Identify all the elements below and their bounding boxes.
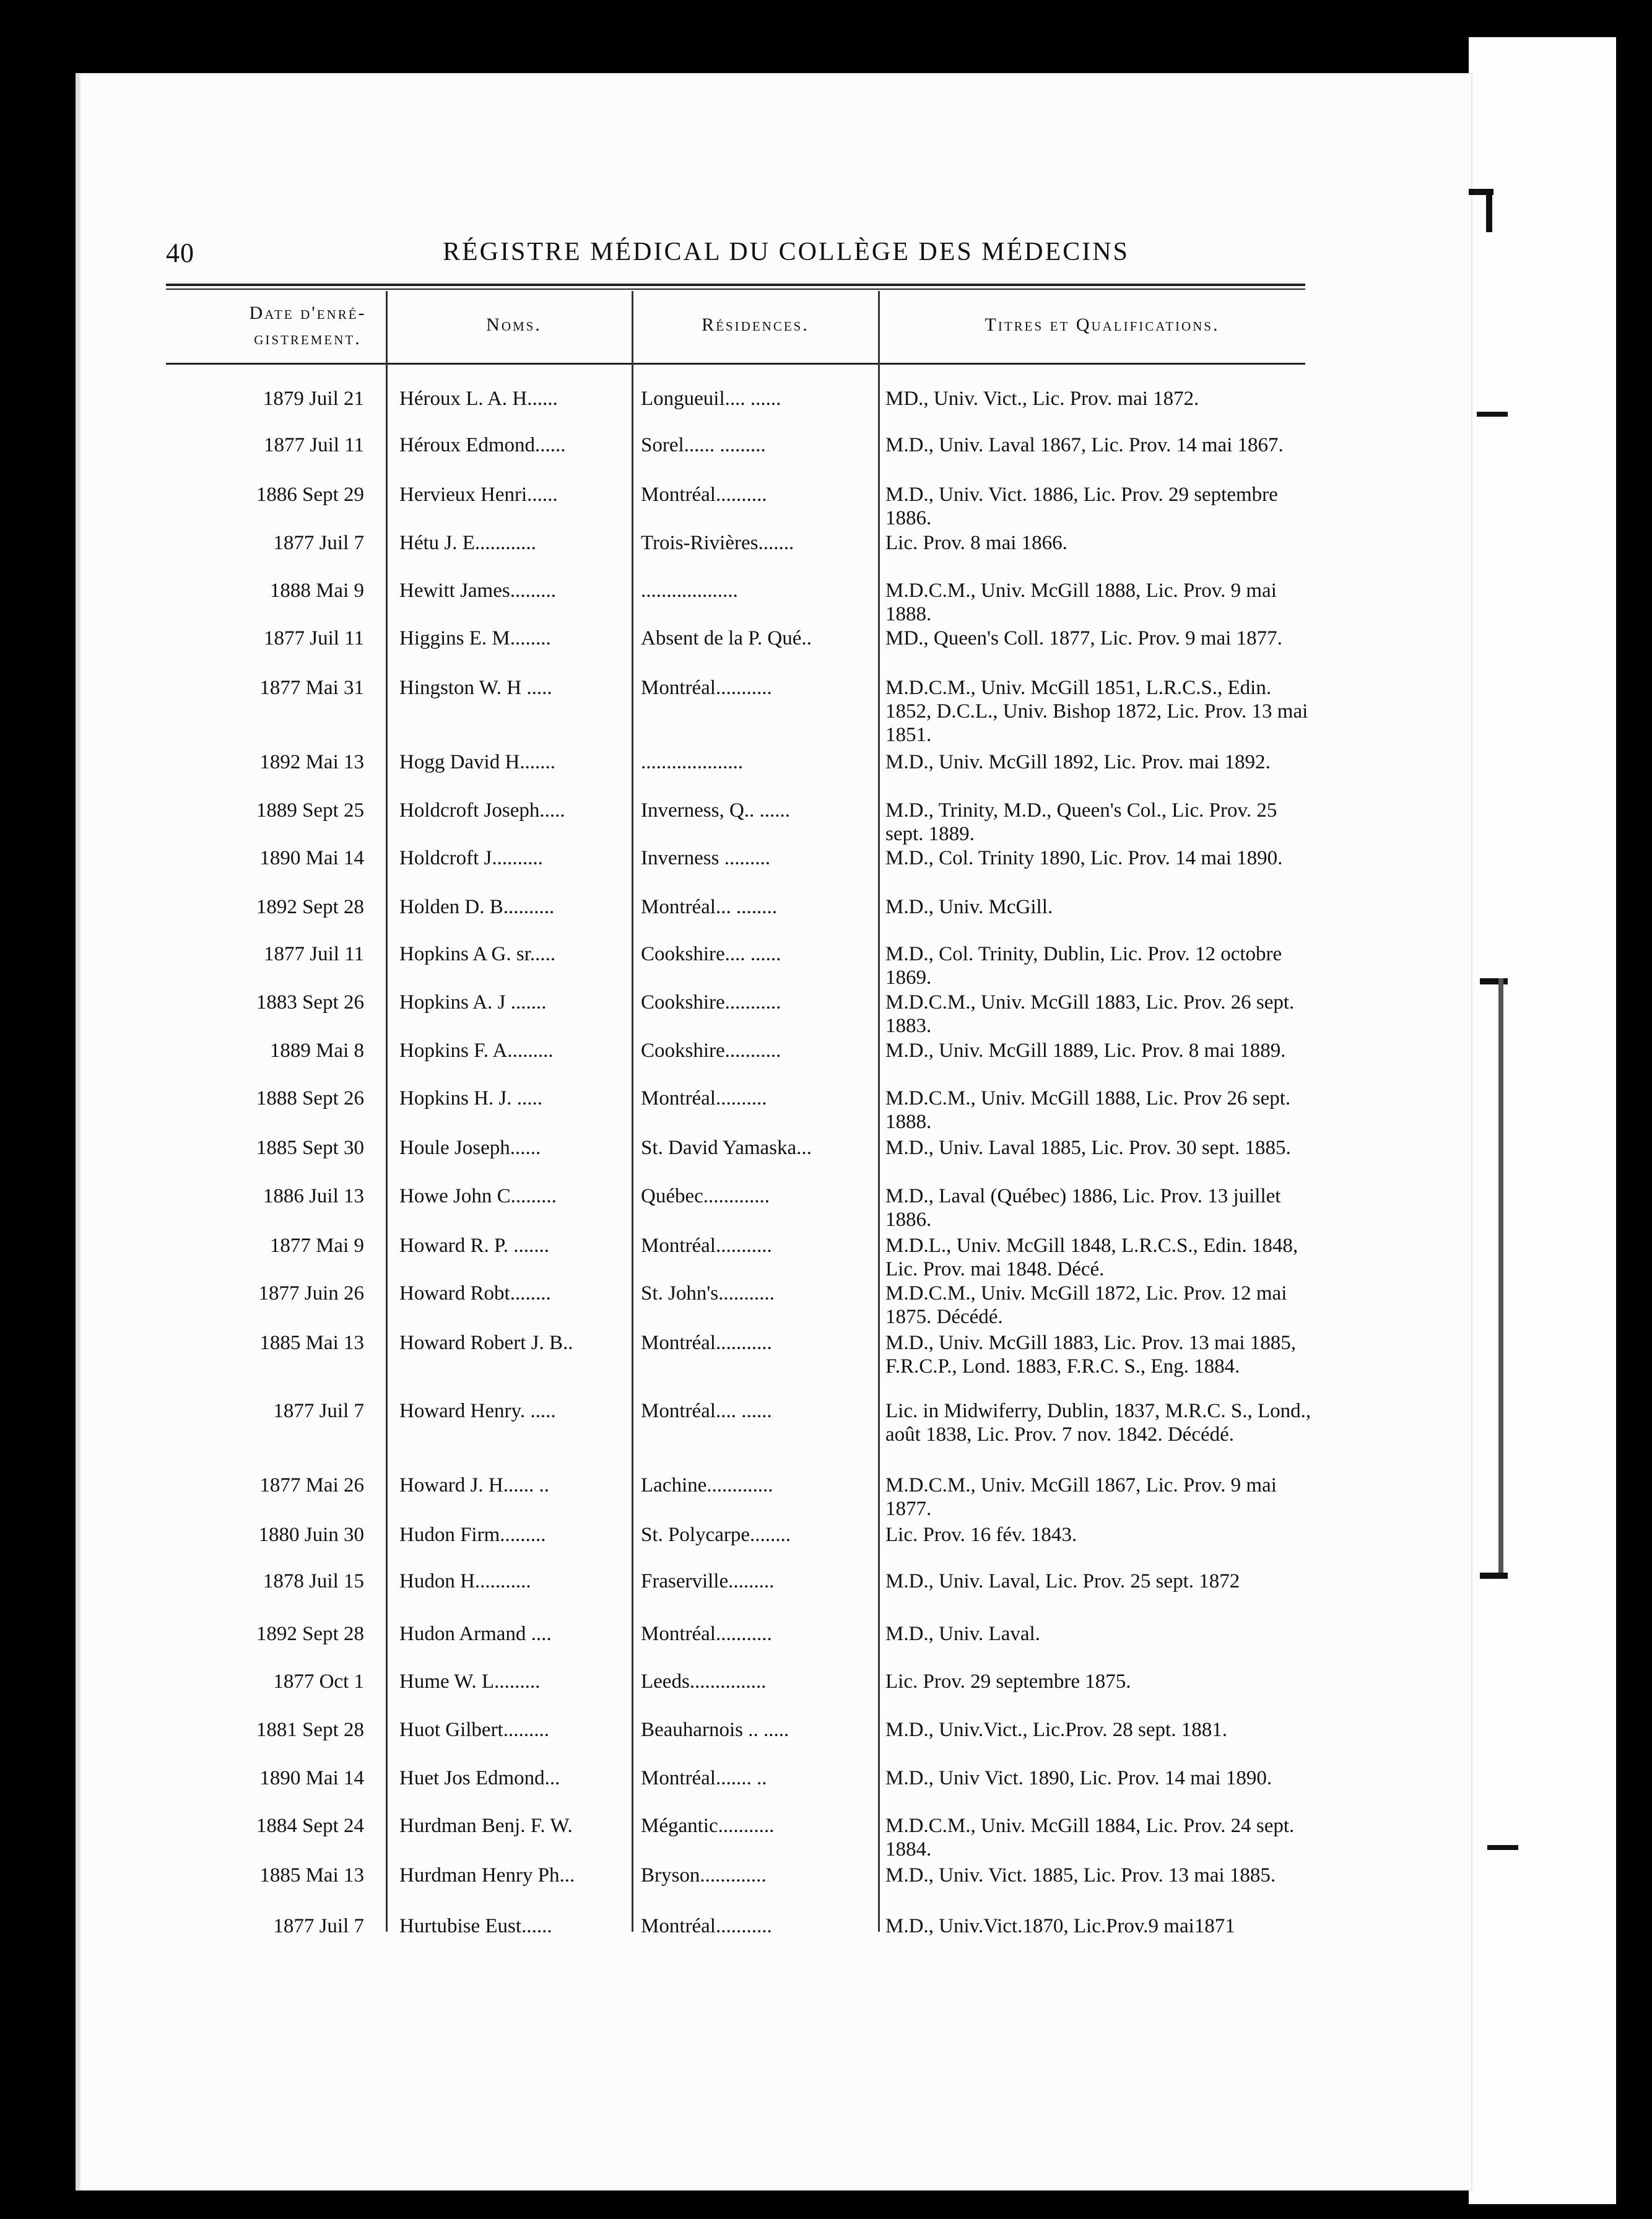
titles-qualifications: M.D., Trinity, M.D., Queen's Col., Lic. Prov. 25 sept. 1889. [885, 799, 1277, 845]
titles-qualifications: M.D.C.M., Univ. McGill 1884, Lic. Prov. 24 sept. 1884. [885, 1815, 1295, 1861]
titles-qualifications: M.D., Univ. Laval 1867, Lic. Prov. 14 mai 1867. [885, 434, 1284, 456]
residence: St. Polycarpe........ [641, 1524, 791, 1546]
doctor-name: Houle Joseph...... [399, 1137, 541, 1159]
residence: Lachine............. [641, 1474, 773, 1496]
doctor-name: Hétu J. E............ [399, 532, 536, 554]
residence: Montréal........... [641, 1235, 772, 1257]
doctor-name: Héroux Edmond...... [399, 434, 566, 456]
residence: Montréal........... [641, 677, 772, 699]
titles-qualifications: M.D.C.M., Univ. McGill 1867, Lic. Prov. 9 mai 1877. [885, 1474, 1277, 1520]
doctor-name: Hogg David H....... [399, 751, 556, 773]
titles-qualifications: M.D., Univ.Vict., Lic.Prov. 28 sept. 1881. [885, 1719, 1227, 1741]
residence: Fraserville......... [641, 1570, 775, 1592]
registration-date: 1889 Sept 25 [256, 799, 364, 822]
registration-date: 1877 Juil 11 [264, 943, 364, 965]
page-number: 40 [166, 238, 194, 268]
scan-mark-4 [1487, 1845, 1518, 1850]
scan-mark-top-stem [1486, 189, 1492, 232]
registration-date: 1886 Juil 13 [263, 1185, 364, 1207]
registration-date: 1892 Mai 13 [259, 751, 364, 773]
registration-date: 1881 Sept 28 [256, 1719, 364, 1741]
residence: ................... [641, 580, 738, 602]
registration-date: 1883 Sept 26 [256, 991, 364, 1014]
titles-qualifications: M.D., Univ. McGill. [885, 896, 1053, 918]
titles-qualifications: Lic. in Midwiferry, Dublin, 1837, M.R.C. S., Lond., août 1838, Lic. Prov. 7 nov. 1842. Décédé. [885, 1400, 1311, 1446]
doctor-name: Hewitt James......... [399, 580, 556, 602]
registration-date: 1877 Juin 26 [258, 1282, 364, 1305]
scanner-margin [1469, 37, 1616, 2204]
doctor-name: Higgins E. M........ [399, 627, 551, 649]
titles-qualifications: M.D., Col. Trinity, Dublin, Lic. Prov. 12 octobre 1869. [885, 943, 1282, 989]
doctor-name: Hopkins A G. sr..... [399, 943, 556, 965]
registration-date: 1877 Oct 1 [273, 1670, 364, 1693]
doctor-name: Hudon Armand .... [399, 1623, 552, 1645]
doctor-name: Hudon Firm......... [399, 1524, 546, 1546]
residence: St. John's........... [641, 1282, 775, 1305]
residence: Beauharnois .. ..... [641, 1719, 789, 1741]
titles-qualifications: M.D., Univ.Vict.1870, Lic.Prov.9 mai1871 [885, 1915, 1235, 1937]
doctor-name: Hingston W. H ..... [399, 677, 552, 699]
header-rule-top-2 [166, 289, 1305, 290]
residence: Montréal........... [641, 1623, 772, 1645]
doctor-name: Hopkins A. J ....... [399, 991, 547, 1014]
titles-qualifications: M.D.C.M., Univ. McGill 1851, L.R.C.S., Edin. 1852, D.C.L., Univ. Bishop 1872, Lic. Prov. 13 mai 1851. [885, 677, 1308, 746]
titles-qualifications: M.D., Univ. McGill 1883, Lic. Prov. 13 mai 1885, F.R.C.P., Lond. 1883, F.R.C. S., Eng. 1884. [885, 1332, 1297, 1378]
registration-date: 1892 Sept 28 [256, 896, 364, 918]
titles-qualifications: M.D., Univ Vict. 1890, Lic. Prov. 14 mai 1890. [885, 1767, 1272, 1789]
residence: Absent de la P. Qué.. [641, 627, 812, 649]
residence: Leeds............... [641, 1670, 767, 1693]
registration-date: 1886 Sept 29 [256, 484, 364, 506]
titles-qualifications: M.D.C.M., Univ. McGill 1883, Lic. Prov. 26 sept. 1883. [885, 991, 1295, 1037]
titles-qualifications: Lic. Prov. 16 fév. 1843. [885, 1524, 1077, 1546]
scan-mark-1 [1477, 412, 1508, 417]
registration-date: 1888 Mai 9 [269, 580, 364, 602]
column-header-titles: Titres et Qualifications. [985, 315, 1220, 335]
residence: Longueuil.... ...... [641, 388, 781, 410]
doctor-name: Hopkins H. J. ..... [399, 1087, 543, 1110]
titles-qualifications: M.D., Col. Trinity 1890, Lic. Prov. 14 mai 1890. [885, 847, 1283, 869]
residence: .................... [641, 751, 743, 773]
registration-date: 1877 Juil 7 [273, 532, 364, 554]
doctor-name: Hervieux Henri...... [399, 484, 558, 506]
registration-date: 1888 Sept 26 [256, 1087, 364, 1110]
titles-qualifications: M.D., Univ. Laval. [885, 1623, 1040, 1645]
doctor-name: Hudon H........... [399, 1570, 531, 1592]
registration-date: 1877 Juil 7 [273, 1400, 364, 1422]
titles-qualifications: M.D., Univ. Laval 1885, Lic. Prov. 30 sept. 1885. [885, 1137, 1291, 1159]
doctor-name: Howard R. P. ....... [399, 1235, 550, 1257]
doctor-name: Howard J. H...... .. [399, 1474, 549, 1496]
doctor-name: Howe John C......... [399, 1185, 557, 1207]
titles-qualifications: MD., Queen's Coll. 1877, Lic. Prov. 9 mai 1877. [885, 627, 1282, 649]
titles-qualifications: M.D.C.M., Univ. McGill 1888, Lic. Prov 26 sept. 1888. [885, 1087, 1291, 1133]
titles-qualifications: M.D., Univ. McGill 1889, Lic. Prov. 8 mai 1889. [885, 1040, 1286, 1062]
registration-date: 1890 Mai 14 [259, 847, 364, 869]
doctor-name: Howard Henry. ..... [399, 1400, 556, 1422]
doctor-name: Hurdman Benj. F. W. [399, 1815, 573, 1837]
titles-qualifications: M.D.L., Univ. McGill 1848, L.R.C.S., Edin. 1848, Lic. Prov. mai 1848. Décé. [885, 1235, 1298, 1280]
residence: Inverness, Q.. ...... [641, 799, 791, 822]
registration-date: 1885 Sept 30 [256, 1137, 364, 1159]
titles-qualifications: M.D., Univ. Laval, Lic. Prov. 25 sept. 1872 [885, 1570, 1240, 1592]
titles-qualifications: M.D.C.M., Univ. McGill 1888, Lic. Prov. 9 mai 1888. [885, 580, 1277, 625]
column-divider-1 [386, 291, 388, 1932]
registration-date: 1879 Juil 21 [263, 388, 364, 410]
scan-mark-2-stem [1498, 978, 1503, 1573]
residence: Cookshire........... [641, 1040, 781, 1062]
registration-date: 1885 Mai 13 [259, 1864, 364, 1887]
registration-date: 1877 Mai 31 [259, 677, 364, 699]
registration-date: 1889 Mai 8 [269, 1040, 364, 1062]
doctor-name: Hurdman Henry Ph... [399, 1864, 575, 1887]
residence: Montréal....... .. [641, 1767, 767, 1789]
column-header-date: Date d'enré-gistrement. [249, 303, 367, 349]
registration-date: 1880 Juin 30 [258, 1524, 364, 1546]
doctor-name: Huet Jos Edmond... [399, 1767, 560, 1789]
residence: Sorel...... ......... [641, 434, 766, 456]
residence: St. David Yamaska... [641, 1137, 812, 1159]
doctor-name: Hume W. L......... [399, 1670, 541, 1693]
residence: Trois-Rivières....... [641, 532, 794, 554]
column-header-names: Noms. [486, 315, 542, 335]
titles-qualifications: M.D., Univ. McGill 1892, Lic. Prov. mai 1892. [885, 751, 1271, 773]
column-header-residences: Résidences. [702, 315, 809, 335]
residence: Cookshire........... [641, 991, 781, 1014]
titles-qualifications: M.D., Laval (Québec) 1886, Lic. Prov. 13 juillet 1886. [885, 1185, 1281, 1231]
header-rule-top [166, 284, 1305, 286]
residence: Bryson............. [641, 1864, 767, 1887]
registration-date: 1877 Juil 7 [273, 1915, 364, 1937]
doctor-name: Holdcroft Joseph..... [399, 799, 565, 822]
residence: Québec............. [641, 1185, 770, 1207]
titles-qualifications: MD., Univ. Vict., Lic. Prov. mai 1872. [885, 388, 1199, 410]
doctor-name: Holden D. B.......... [399, 896, 555, 918]
residence: Montréal........... [641, 1915, 772, 1937]
doctor-name: Howard Robert J. B.. [399, 1332, 573, 1354]
registration-date: 1878 Juil 15 [263, 1570, 364, 1592]
residence: Cookshire.... ...... [641, 943, 781, 965]
doctor-name: Hurtubise Eust...... [399, 1915, 552, 1937]
registration-date: 1885 Mai 13 [259, 1332, 364, 1354]
header-rule-bottom [166, 363, 1305, 365]
doctor-name: Holdcroft J.......... [399, 847, 543, 869]
residence: Montréal... ........ [641, 896, 777, 918]
residence: Montréal........... [641, 1332, 772, 1354]
residence: Montréal.......... [641, 1087, 767, 1110]
registration-date: 1892 Sept 28 [256, 1623, 364, 1645]
titles-qualifications: M.D.C.M., Univ. McGill 1872, Lic. Prov. 12 mai 1875. Décédé. [885, 1282, 1287, 1328]
doctor-name: Howard Robt........ [399, 1282, 551, 1305]
scan-mark-2 [1480, 978, 1508, 984]
registration-date: 1877 Juil 11 [264, 627, 364, 649]
residence: Mégantic........... [641, 1815, 775, 1837]
registration-date: 1877 Mai 26 [259, 1474, 364, 1496]
titles-qualifications: M.D., Univ. Vict. 1886, Lic. Prov. 29 septembre 1886. [885, 484, 1278, 529]
running-head: RÉGISTRE MÉDICAL DU COLLÈGE DES MÉDECINS [443, 238, 1129, 266]
residence: Montréal.......... [641, 484, 767, 506]
doctor-name: Hopkins F. A......... [399, 1040, 554, 1062]
titles-qualifications: Lic. Prov. 29 septembre 1875. [885, 1670, 1131, 1693]
scan-mark-3 [1480, 1573, 1508, 1579]
doctor-name: Héroux L. A. H...... [399, 388, 558, 410]
doctor-name: Huot Gilbert......... [399, 1719, 549, 1741]
titles-qualifications: Lic. Prov. 8 mai 1866. [885, 532, 1067, 554]
registration-date: 1877 Mai 9 [269, 1235, 364, 1257]
column-divider-2 [632, 291, 633, 1932]
registration-date: 1890 Mai 14 [259, 1767, 364, 1789]
residence: Inverness ......... [641, 847, 770, 869]
residence: Montréal.... ...... [641, 1400, 772, 1422]
registration-date: 1877 Juil 11 [264, 434, 364, 456]
titles-qualifications: M.D., Univ. Vict. 1885, Lic. Prov. 13 mai 1885. [885, 1864, 1276, 1887]
registration-date: 1884 Sept 24 [256, 1815, 364, 1837]
